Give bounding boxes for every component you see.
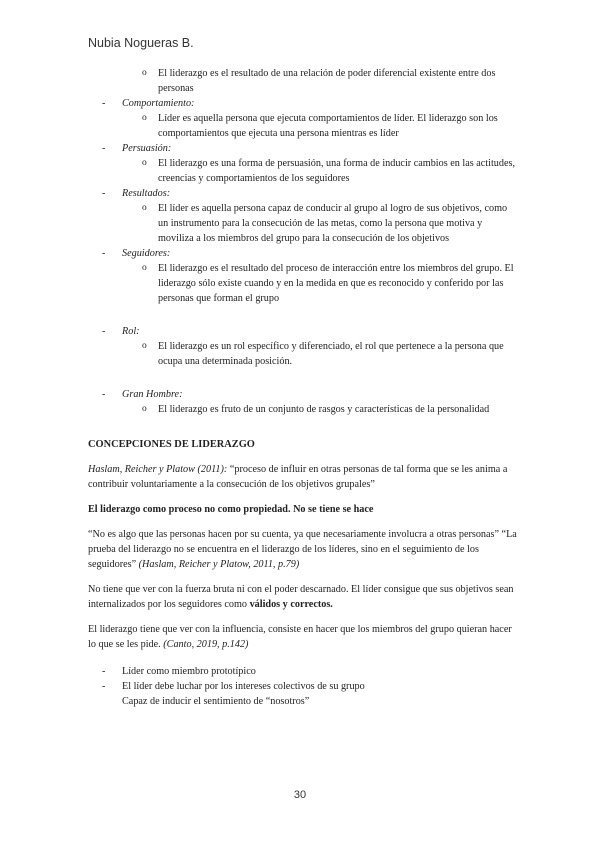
circle-bullet: o (142, 341, 147, 351)
definition-item (88, 339, 518, 369)
list-item (88, 664, 518, 679)
dash-bullet: - (102, 143, 106, 154)
category-item (88, 324, 518, 339)
category-label: Resultados: (122, 188, 171, 199)
definition-item (88, 261, 518, 306)
document-body (88, 66, 518, 709)
list-item (88, 679, 518, 694)
citation: (Haslam, Reicher y Platow, 2011, p.79) (138, 559, 300, 570)
citation: (Canto, 2019, p.142) (163, 639, 249, 650)
dash-bullet: - (102, 326, 106, 337)
dash-bullet: - (102, 389, 106, 400)
definition-text: El liderazgo es el resultado del proceso de interacción entre los miembros del grupo. El liderazgo sólo existe cuando y en la medida en que es reconocido y conferido por las personas que forman el grupo (158, 263, 514, 304)
paragraph-influence (88, 622, 518, 652)
page-header-author: Nubia Nogueras B. (88, 36, 194, 50)
citation: Haslam, Reicher y Platow (2011): (88, 464, 228, 475)
definition-text: El liderazgo es el resultado de una relación de poder diferencial existente entre dos personas (158, 68, 496, 94)
category-label: Gran Hombre: (122, 389, 183, 400)
dash-bullet: - (102, 681, 106, 692)
category-label: Seguidores: (122, 248, 171, 259)
dash-bullet: - (102, 248, 106, 259)
paragraph-internalization (88, 582, 518, 612)
category-label: Comportamiento: (122, 98, 195, 109)
dash-bullet: - (102, 98, 106, 109)
paragraph-text: No tiene que ver con la fuerza bruta ni con el poder descarnado. El líder consigue que sus objetivos sean internalizados por los seguidores como (88, 584, 514, 610)
definitions-list (88, 66, 518, 417)
section-heading: CONCEPCIONES DE LIDERAZGO (88, 439, 255, 450)
definition-item (88, 156, 518, 186)
definition-item (88, 402, 518, 417)
list-item-continuation (88, 694, 518, 709)
category-item (88, 246, 518, 261)
bold-phrase: válidos y correctos. (249, 599, 333, 610)
list-item-text: Capaz de inducir el sentimiento de “nosotros” (122, 696, 310, 707)
definition-text: Líder es aquella persona que ejecuta comportamientos de líder. El liderazgo son los comportamientos que ejecuta una persona mientras es líder (158, 113, 498, 139)
quote-paragraph (88, 527, 518, 572)
definition-paragraph (88, 462, 518, 492)
circle-bullet: o (142, 404, 147, 414)
definition-item (88, 111, 518, 141)
definition-item (88, 201, 518, 246)
dash-bullet: - (102, 666, 106, 677)
list-item-text: El líder debe luchar por los intereses colectivos de su grupo (122, 681, 365, 692)
circle-bullet: o (142, 68, 147, 78)
definition-item (88, 66, 518, 96)
definition-text: “proceso de influir en otras personas de tal forma que se les anima a contribuir voluntariamente a la consecución de los objetivos grupales” (88, 464, 508, 490)
category-label: Rol: (122, 326, 140, 337)
circle-bullet: o (142, 263, 147, 273)
list-item-text: Líder como miembro prototípico (122, 666, 256, 677)
definition-text: El liderazgo es fruto de un conjunto de rasgos y características de la personalidad (158, 404, 490, 415)
definition-text: El líder es aquella persona capaz de conducir al grupo al logro de sus objetivos, como un instrumento para la consecución de las metas, como la persona que motiva y moviliza a los miembros del grupo para la consecución de los objetivos (158, 203, 508, 244)
category-item (88, 387, 518, 402)
circle-bullet: o (142, 203, 147, 213)
circle-bullet: o (142, 158, 147, 168)
paragraph-text: El liderazgo tiene que ver con la influencia, consiste en hacer que los miembros del grupo quieran hacer lo que se les pide. (88, 624, 512, 650)
definition-text: El liderazgo es una forma de persuasión, una forma de inducir cambios en las actitudes, creencias y comportamientos de los seguidores (158, 158, 516, 184)
page-number: 30 (293, 789, 307, 801)
category-item (88, 96, 518, 111)
circle-bullet: o (142, 113, 147, 123)
category-item (88, 141, 518, 156)
category-label: Persuasión: (122, 143, 172, 154)
category-item (88, 186, 518, 201)
dash-bullet: - (102, 188, 106, 199)
bold-statement: El liderazgo como proceso no como propiedad. No se tiene se hace (88, 504, 374, 515)
quote-text: “No es algo que las personas hacen por su cuenta, ya que necesariamente involucra a otras personas” “La prueba del liderazgo no se encuentra en el liderazgo de los líderes, sino en el seguimiento de los seguidores” (88, 529, 517, 570)
definition-text: El liderazgo es un rol específico y diferenciado, el rol que pertenece a la persona que ocupa una determinada posición. (158, 341, 504, 367)
